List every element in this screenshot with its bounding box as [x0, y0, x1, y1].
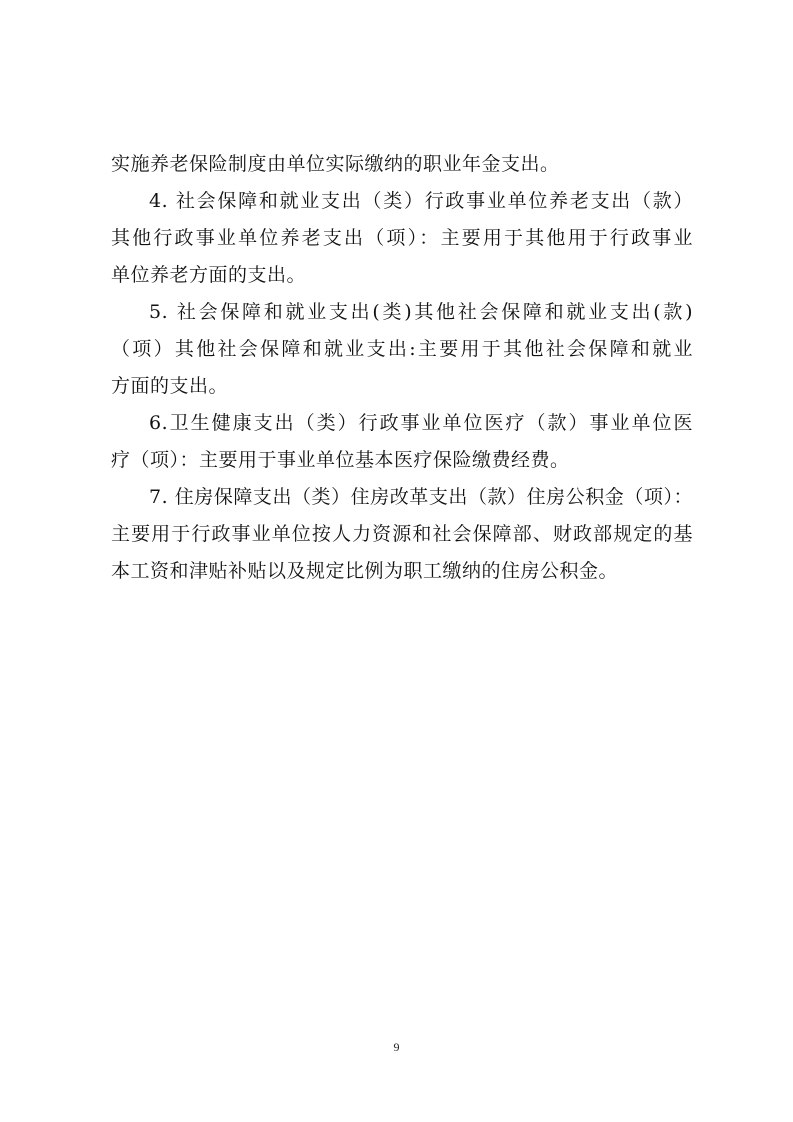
paragraph-line: （项）其他社会保障和就业支出:主要用于其他社会保障和就业 — [111, 338, 693, 360]
paragraph-line: 疗（项）：主要用于事业单位基本医疗保险缴费经费。 — [111, 449, 570, 471]
body-text — [111, 146, 693, 590]
paragraph-item-7 — [111, 479, 693, 590]
paragraph-item-6 — [111, 405, 693, 479]
paragraph-line: 主要用于行政事业单位按人力资源和社会保障部、财政部规定的基 — [111, 523, 693, 545]
paragraph-line: 本工资和津贴补贴以及规定比例为职工缴纳的住房公积金。 — [111, 560, 619, 582]
paragraph-line: 其他行政事业单位养老支出（项）：主要用于其他用于行政事业 — [111, 227, 693, 249]
paragraph-line: 方面的支出。 — [111, 375, 229, 397]
paragraph-item-5 — [111, 294, 693, 405]
paragraph-item-4 — [111, 183, 693, 294]
page-number: 9 — [393, 1040, 400, 1054]
paragraph-continuation — [111, 146, 693, 183]
paragraph-line: 7. 住房保障支出（类）住房改革支出（款）住房公积金（项）： — [149, 486, 693, 508]
paragraph-line: 6.卫生健康支出（类）行政事业单位医疗（款）事业单位医 — [149, 412, 693, 434]
paragraph-line: 单位养老方面的支出。 — [111, 264, 307, 286]
paragraph-line: 4. 社会保障和就业支出（类）行政事业单位养老支出（款） — [149, 190, 693, 212]
paragraph-line: 5. 社会保障和就业支出(类)其他社会保障和就业支出(款) — [149, 301, 693, 323]
paragraph-line: 实施养老保险制度由单位实际缴纳的职业年金支出。 — [111, 153, 560, 175]
